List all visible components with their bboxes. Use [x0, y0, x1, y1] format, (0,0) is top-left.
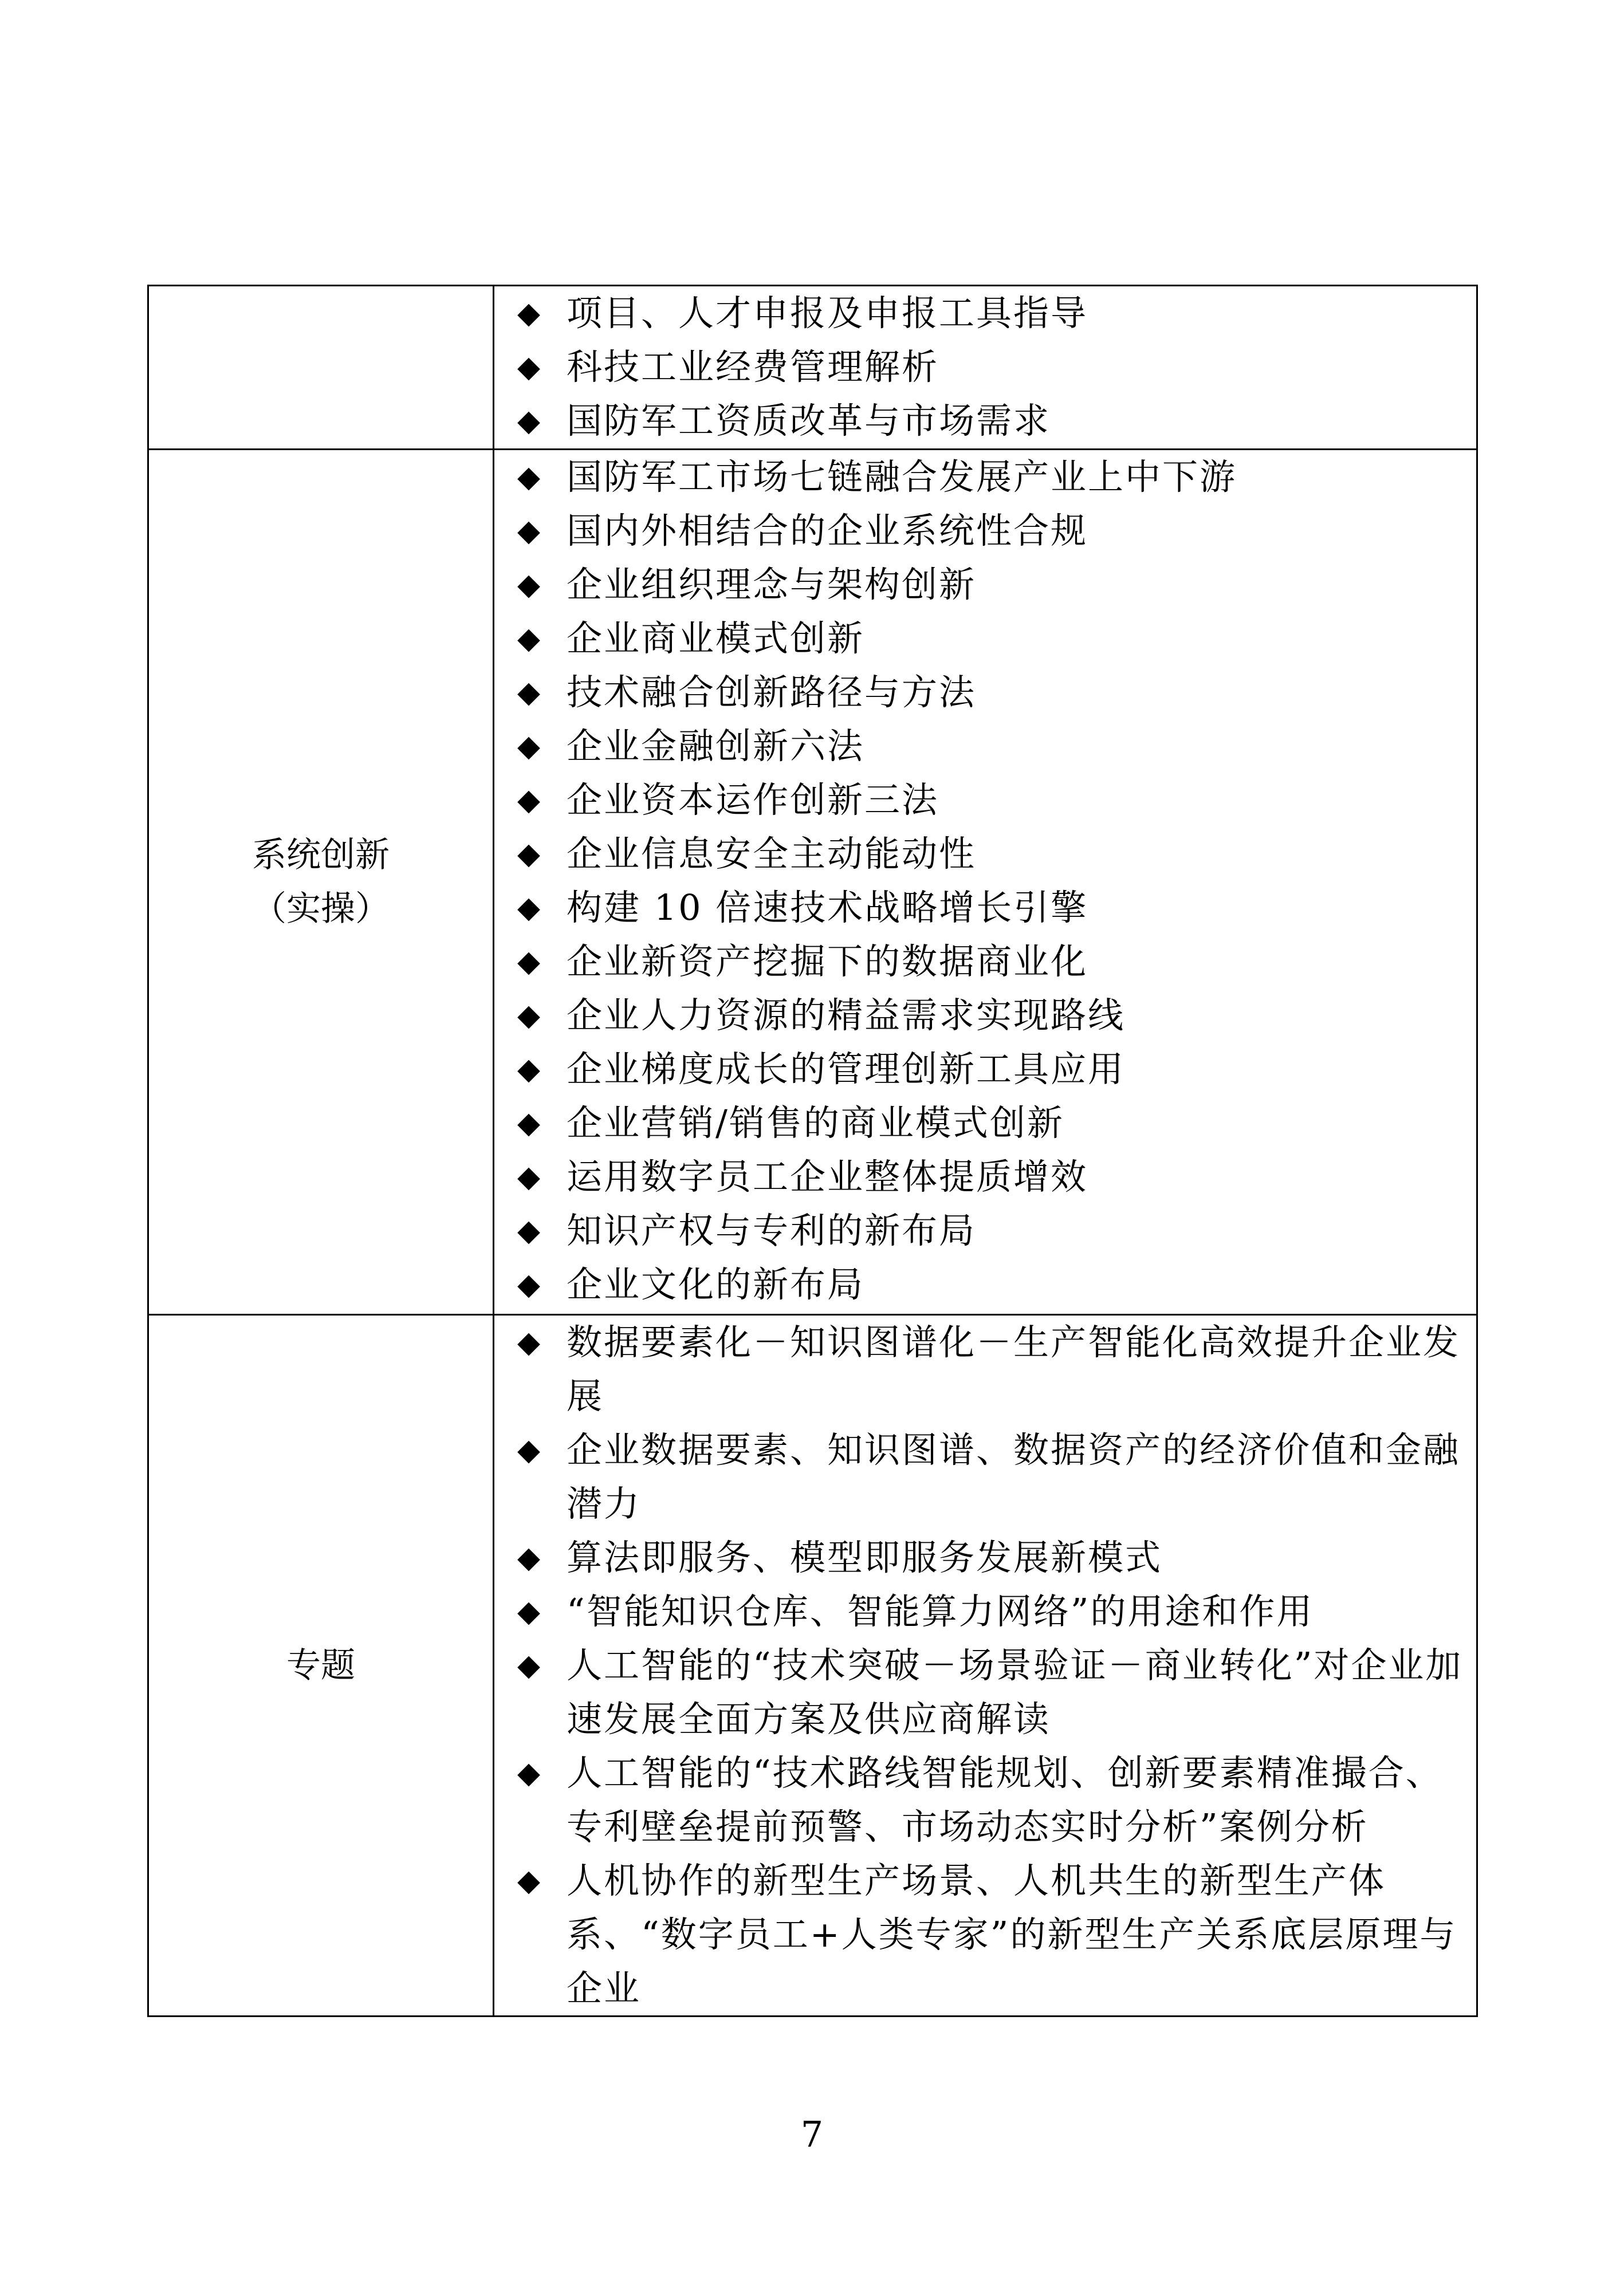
diamond-bullet-icon: ◆	[517, 1106, 542, 1140]
page-number: 7	[800, 2113, 824, 2155]
diamond-bullet-icon: ◆	[517, 1433, 542, 1467]
items-cell	[494, 286, 1477, 450]
diamond-bullet-icon: ◆	[517, 783, 542, 817]
item-text: 人工智能的“技术突破－场景验证－商业转化”对企业加速发展全面方案及供应商解读	[567, 1644, 1463, 1740]
list-item	[517, 988, 1466, 1042]
list-item	[517, 1639, 1466, 1746]
item-text: 企业营销/销售的商业模式创新	[567, 1102, 1064, 1144]
diamond-bullet-icon: ◆	[517, 514, 542, 548]
list-item	[517, 719, 1466, 773]
item-text: “智能知识仓库、智能算力网络”的用途和作用	[567, 1590, 1314, 1632]
item-text: 运用数字员工企业整体提质增效	[567, 1156, 1088, 1198]
item-text: 人机协作的新型生产场景、人机共生的新型生产体系、“数字员工+人类专家”的新型生产关系底层原理与企业	[567, 1860, 1457, 2009]
diamond-bullet-icon: ◆	[517, 729, 542, 763]
item-text: 企业文化的新布局	[567, 1263, 865, 1305]
item-list	[517, 1316, 1466, 2015]
list-item	[517, 1096, 1466, 1150]
item-text: 企业组织理念与架构创新	[567, 564, 977, 605]
item-text: 企业人力资源的精益需求实现路线	[567, 994, 1126, 1036]
list-item	[517, 1746, 1466, 1854]
list-item	[517, 1150, 1466, 1204]
item-text: 科技工业经费管理解析	[567, 346, 939, 388]
list-item	[517, 1423, 1466, 1531]
item-list	[517, 286, 1466, 448]
item-text: 国内外相结合的企业系统性合规	[567, 510, 1088, 552]
list-item	[517, 340, 1466, 394]
list-item	[517, 1531, 1466, 1585]
list-item	[517, 1258, 1466, 1312]
table-row	[148, 1315, 1477, 2017]
item-text: 企业梯度成长的管理创新工具应用	[567, 1048, 1126, 1090]
diamond-bullet-icon: ◆	[517, 944, 542, 979]
list-item	[517, 1204, 1466, 1258]
list-item	[517, 665, 1466, 719]
list-item	[517, 881, 1466, 935]
list-item	[517, 1854, 1466, 2015]
diamond-bullet-icon: ◆	[517, 568, 542, 602]
diamond-bullet-icon: ◆	[517, 1864, 542, 1898]
item-text: 企业金融创新六法	[567, 725, 865, 767]
list-item	[517, 935, 1466, 988]
item-text: 数据要素化－知识图谱化－生产智能化高效提升企业发展	[567, 1321, 1461, 1417]
item-text: 知识产权与专利的新布局	[567, 1210, 977, 1251]
item-text: 算法即服务、模型即服务发展新模式	[567, 1537, 1163, 1578]
item-text: 企业资本运作创新三法	[567, 779, 939, 821]
list-item	[517, 558, 1466, 612]
diamond-bullet-icon: ◆	[517, 1648, 542, 1683]
diamond-bullet-icon: ◆	[517, 1267, 542, 1302]
item-text: 企业信息安全主动能动性	[567, 833, 977, 875]
item-text: 项目、人才申报及申报工具指导	[567, 292, 1088, 334]
item-text: 技术融合创新路径与方法	[567, 671, 977, 713]
table-row	[148, 450, 1477, 1315]
item-text: 企业商业模式创新	[567, 617, 865, 659]
item-text: 构建 10 倍速技术战略增长引擎	[567, 887, 1088, 928]
list-item	[517, 286, 1466, 340]
item-text: 人工智能的“技术路线智能规划、创新要素精准撮合、专利壁垒提前预警、市场动态实时分析”案例分析	[567, 1752, 1443, 1848]
list-item	[517, 827, 1466, 881]
diamond-bullet-icon: ◆	[517, 1160, 542, 1194]
diamond-bullet-icon: ◆	[517, 998, 542, 1033]
diamond-bullet-icon: ◆	[517, 1541, 542, 1575]
list-item	[517, 394, 1466, 448]
diamond-bullet-icon: ◆	[517, 675, 542, 710]
category-cell	[148, 450, 494, 1315]
category-cell	[148, 286, 494, 450]
list-item	[517, 1042, 1466, 1096]
diamond-bullet-icon: ◆	[517, 891, 542, 925]
diamond-bullet-icon: ◆	[517, 404, 542, 438]
course-outline-table	[147, 285, 1478, 2017]
diamond-bullet-icon: ◆	[517, 1756, 542, 1790]
list-item	[517, 1316, 1466, 1423]
category-label: 系统创新	[252, 835, 390, 875]
items-cell	[494, 450, 1477, 1315]
list-item	[517, 504, 1466, 558]
diamond-bullet-icon: ◆	[517, 1594, 542, 1629]
category-label: 专题	[286, 1645, 355, 1685]
items-cell	[494, 1315, 1477, 2017]
table-row	[148, 286, 1477, 450]
category-cell	[148, 1315, 494, 2017]
diamond-bullet-icon: ◆	[517, 460, 542, 494]
diamond-bullet-icon: ◆	[517, 621, 542, 656]
diamond-bullet-icon: ◆	[517, 1214, 542, 1248]
diamond-bullet-icon: ◆	[517, 350, 542, 384]
item-text: 国防军工资质改革与市场需求	[567, 400, 1051, 442]
diamond-bullet-icon: ◆	[517, 296, 542, 330]
item-text: 国防军工市场七链融合发展产业上中下游	[567, 456, 1237, 498]
list-item	[517, 1585, 1466, 1639]
list-item	[517, 773, 1466, 827]
list-item	[517, 612, 1466, 665]
list-item	[517, 450, 1466, 504]
diamond-bullet-icon: ◆	[517, 1052, 542, 1086]
item-text: 企业数据要素、知识图谱、数据资产的经济价值和金融潜力	[567, 1429, 1461, 1525]
category-subtitle: （实操）	[252, 889, 390, 929]
diamond-bullet-icon: ◆	[517, 1325, 542, 1360]
diamond-bullet-icon: ◆	[517, 837, 542, 871]
item-list	[517, 450, 1466, 1312]
item-text: 企业新资产挖掘下的数据商业化	[567, 940, 1088, 982]
